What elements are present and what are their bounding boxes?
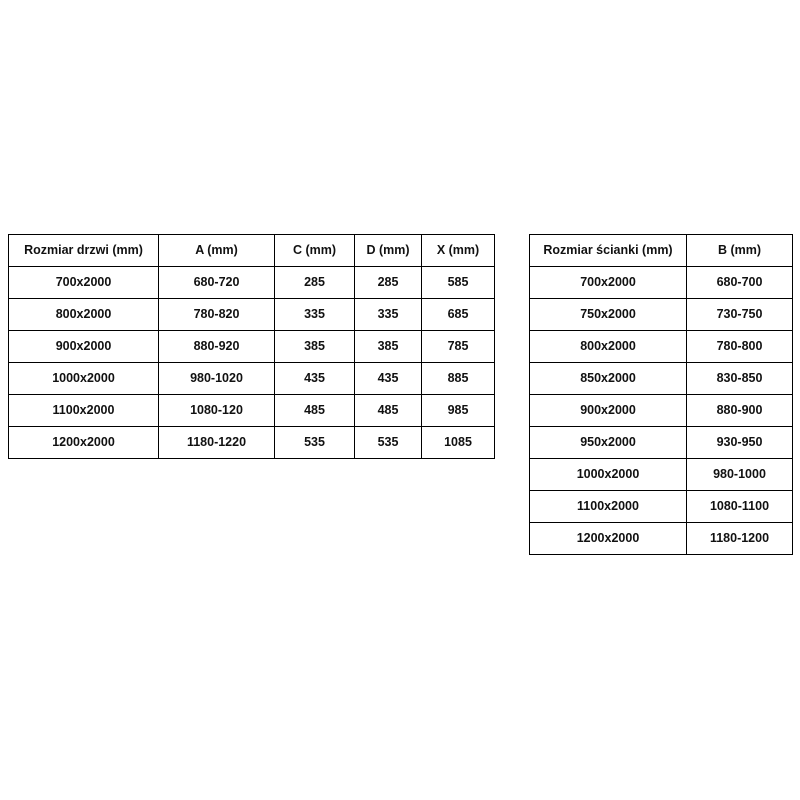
doors-size-table bbox=[8, 234, 495, 459]
table-cell: 1080-120 bbox=[159, 395, 275, 427]
table-row bbox=[530, 363, 793, 395]
table-cell: 1100x2000 bbox=[9, 395, 159, 427]
table-row bbox=[530, 267, 793, 299]
table-cell: 700x2000 bbox=[9, 267, 159, 299]
table-cell: 880-920 bbox=[159, 331, 275, 363]
table-cell: 435 bbox=[355, 363, 422, 395]
table-row bbox=[9, 299, 495, 331]
table-cell: 750x2000 bbox=[530, 299, 687, 331]
column-header: C (mm) bbox=[275, 235, 355, 267]
wall-size-table-container bbox=[529, 234, 793, 555]
table-cell: 730-750 bbox=[687, 299, 793, 331]
table-cell: 485 bbox=[275, 395, 355, 427]
table-cell: 535 bbox=[355, 427, 422, 459]
table-cell: 800x2000 bbox=[9, 299, 159, 331]
table-cell: 680-720 bbox=[159, 267, 275, 299]
table-cell: 385 bbox=[275, 331, 355, 363]
table-row bbox=[9, 363, 495, 395]
table-row bbox=[530, 427, 793, 459]
table-row bbox=[9, 427, 495, 459]
table-row bbox=[9, 331, 495, 363]
table-cell: 880-900 bbox=[687, 395, 793, 427]
table-row bbox=[9, 267, 495, 299]
table-row bbox=[9, 395, 495, 427]
table-header-row bbox=[9, 235, 495, 267]
table-cell: 285 bbox=[275, 267, 355, 299]
table-cell: 785 bbox=[422, 331, 495, 363]
table-cell: 1100x2000 bbox=[530, 491, 687, 523]
column-header: Rozmiar ścianki (mm) bbox=[530, 235, 687, 267]
table-cell: 980-1000 bbox=[687, 459, 793, 491]
table-row bbox=[530, 459, 793, 491]
table-cell: 1200x2000 bbox=[9, 427, 159, 459]
column-header: Rozmiar drzwi (mm) bbox=[9, 235, 159, 267]
table-cell: 1085 bbox=[422, 427, 495, 459]
table-cell: 1080-1100 bbox=[687, 491, 793, 523]
table-row bbox=[530, 299, 793, 331]
table-header-row bbox=[530, 235, 793, 267]
table-cell: 285 bbox=[355, 267, 422, 299]
table-cell: 1180-1220 bbox=[159, 427, 275, 459]
table-row bbox=[530, 491, 793, 523]
column-header: D (mm) bbox=[355, 235, 422, 267]
wall-size-table bbox=[529, 234, 793, 555]
table-cell: 850x2000 bbox=[530, 363, 687, 395]
table-cell: 900x2000 bbox=[530, 395, 687, 427]
table-cell: 535 bbox=[275, 427, 355, 459]
table-cell: 385 bbox=[355, 331, 422, 363]
column-header: X (mm) bbox=[422, 235, 495, 267]
table-cell: 1000x2000 bbox=[9, 363, 159, 395]
table-cell: 800x2000 bbox=[530, 331, 687, 363]
table-cell: 335 bbox=[355, 299, 422, 331]
table-cell: 780-820 bbox=[159, 299, 275, 331]
table-cell: 830-850 bbox=[687, 363, 793, 395]
table-cell: 980-1020 bbox=[159, 363, 275, 395]
table-cell: 950x2000 bbox=[530, 427, 687, 459]
table-cell: 1180-1200 bbox=[687, 523, 793, 555]
table-cell: 585 bbox=[422, 267, 495, 299]
table-cell: 930-950 bbox=[687, 427, 793, 459]
table-cell: 900x2000 bbox=[9, 331, 159, 363]
table-cell: 485 bbox=[355, 395, 422, 427]
table-row bbox=[530, 523, 793, 555]
column-header: A (mm) bbox=[159, 235, 275, 267]
table-cell: 435 bbox=[275, 363, 355, 395]
table-cell: 680-700 bbox=[687, 267, 793, 299]
doors-size-table-container bbox=[8, 234, 495, 459]
table-row bbox=[530, 331, 793, 363]
table-cell: 685 bbox=[422, 299, 495, 331]
table-cell: 1000x2000 bbox=[530, 459, 687, 491]
table-cell: 1200x2000 bbox=[530, 523, 687, 555]
table-cell: 335 bbox=[275, 299, 355, 331]
table-cell: 885 bbox=[422, 363, 495, 395]
table-row bbox=[530, 395, 793, 427]
column-header: B (mm) bbox=[687, 235, 793, 267]
table-cell: 985 bbox=[422, 395, 495, 427]
table-cell: 700x2000 bbox=[530, 267, 687, 299]
table-cell: 780-800 bbox=[687, 331, 793, 363]
